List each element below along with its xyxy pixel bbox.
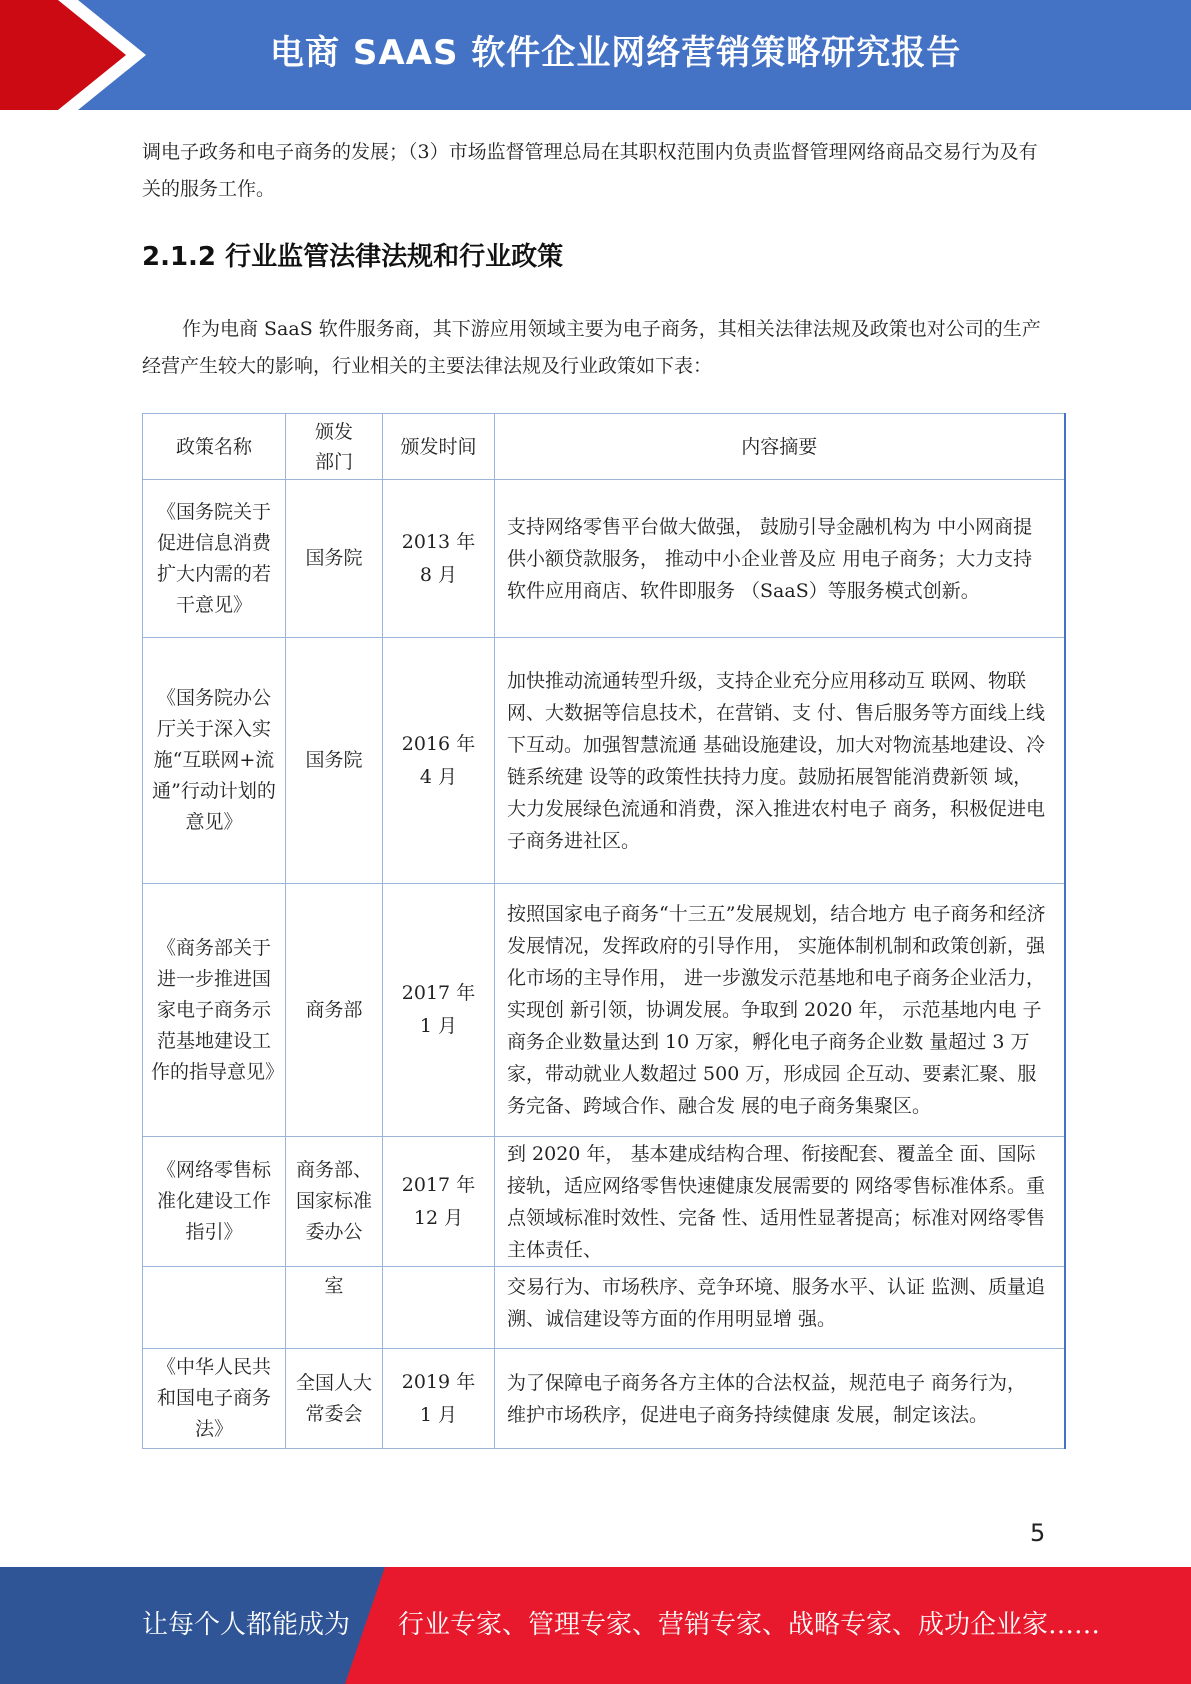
- dept-cell: 商务部、国家标准委办公: [286, 1137, 383, 1267]
- dept-cell: 全国人大常委会: [286, 1349, 383, 1449]
- date-cell: [383, 1267, 495, 1349]
- policy-name-cell: 《中华人民共和国电子商务法》: [143, 1349, 286, 1449]
- summary-cell: 按照国家电子商务“十三五”发展规划，结合地方 电子商务和经济发展情况，发挥政府的引导作用， 实施体制机制和政策创新，强化市场的主导作用， 进一步激发示范基地和电子商务企业活力，实现创 新引领，协调发展。争取到 2020 年， 示范基地内电 子商务企业数量达到 10 万家，孵化电子商务企业数 量超过 3 万家，带动就业人数超过 500 万，形成园 企互动、要素汇聚、服务完备、跨域合作、融合发 展的电子商务集聚区。: [495, 884, 1065, 1137]
- summary-cell: 为了保障电子商务各方主体的合法权益，规范电子 商务行为， 维护市场秩序，促进电子商务持续健康 发展，制定该法。: [495, 1349, 1065, 1449]
- table-row: [143, 480, 1065, 638]
- date-cell: 2017 年 12 月: [383, 1137, 495, 1267]
- footer-slogan-right: 行业专家、管理专家、营销专家、战略专家、成功企业家……: [398, 1610, 1101, 1640]
- policy-name-cell: 《商务部关于进一步推进国家电子商务示范基地建设工作的指导意见》: [143, 884, 286, 1137]
- policy-name-cell: 《网络零售标准化建设工作指引》: [143, 1137, 286, 1267]
- summary-cell: 到 2020 年， 基本建成结构合理、衔接配套、覆盖全 面、国际接轨，适应网络零售快速健康发展需要的 网络零售标准体系。重点领域标准时效性、完备 性、适用性显著提高；标准对网络零售主体责任、: [495, 1137, 1065, 1267]
- date-cell: 2013 年 8 月: [383, 480, 495, 638]
- table-row: [143, 884, 1065, 1137]
- date-cell: 2016 年 4 月: [383, 638, 495, 884]
- summary-cell: 加快推动流通转型升级，支持企业充分应用移动互 联网、物联网、大数据等信息技术，在营销、支 付、售后服务等方面线上线下互动。加强智慧流通 基础设施建设，加大对物流基地建设、冷链系统建 设等的政策性扶持力度。鼓励拓展智能消费新领 域，大力发展绿色流通和消费，深入推进农村电子 商务，积极促进电子商务进社区。: [495, 638, 1065, 884]
- policy-name-cell: [143, 1267, 286, 1349]
- intro-paragraph: 调电子政务和电子商务的发展；（3）市场监督管理总局在其职权范围内负责监督管理网络商品交易行为及有关的服务工作。: [142, 141, 1038, 200]
- page-number: 5: [1030, 1519, 1046, 1547]
- table-row: [143, 1349, 1065, 1449]
- policy-table: [142, 413, 1066, 1449]
- table-row: [143, 1137, 1065, 1267]
- header-banner: [0, 0, 1191, 110]
- footer-slogan-left: 让每个人都能成为: [142, 1610, 351, 1640]
- dept-cell: 室: [286, 1267, 383, 1349]
- date-cell: 2019 年 1 月: [383, 1349, 495, 1449]
- header-summary: 内容摘要: [495, 414, 1065, 480]
- header-policy-name: 政策名称: [143, 414, 286, 480]
- report-title: 电商 SAAS 软件企业网络营销策略研究报告: [270, 33, 962, 73]
- policy-name-cell: 《国务院办公厅关于深入实施“互联网+流通”行动计划的意见》: [143, 638, 286, 884]
- header-arrow-graphic: [0, 0, 170, 110]
- footer-banner: [0, 1567, 1191, 1684]
- summary-cell: 交易行为、市场秩序、竞争环境、服务水平、认证 监测、质量追溯、诚信建设等方面的作用明显增 强。: [495, 1267, 1065, 1349]
- table-row: [143, 1267, 1065, 1349]
- table-row: [143, 638, 1065, 884]
- dept-cell: 国务院: [286, 480, 383, 638]
- summary-cell: 支持网络零售平台做大做强， 鼓励引导金融机构为 中小网商提供小额贷款服务， 推动中小企业普及应 用电子商务；大力支持软件应用商店、软件即服务 （SaaS）等服务模式创新。: [495, 480, 1065, 638]
- header-issuing-dept: 颁发部门: [286, 414, 383, 480]
- header-issue-date: 颁发时间: [383, 414, 495, 480]
- section-heading: 2.1.2 行业监管法律法规和行业政策: [142, 242, 564, 272]
- dept-cell: 商务部: [286, 884, 383, 1137]
- date-cell: 2017 年 1 月: [383, 884, 495, 1137]
- section-paragraph: 作为电商 SaaS 软件服务商，其下游应用领域主要为电子商务，其相关法律法规及政策也对公司的生产经营产生较大的影响，行业相关的主要法律法规及行业政策如下表：: [142, 318, 1041, 377]
- dept-cell: 国务院: [286, 638, 383, 884]
- table-header-row: [143, 414, 1065, 480]
- policy-name-cell: 《国务院关于促进信息消费扩大内需的若干意见》: [143, 480, 286, 638]
